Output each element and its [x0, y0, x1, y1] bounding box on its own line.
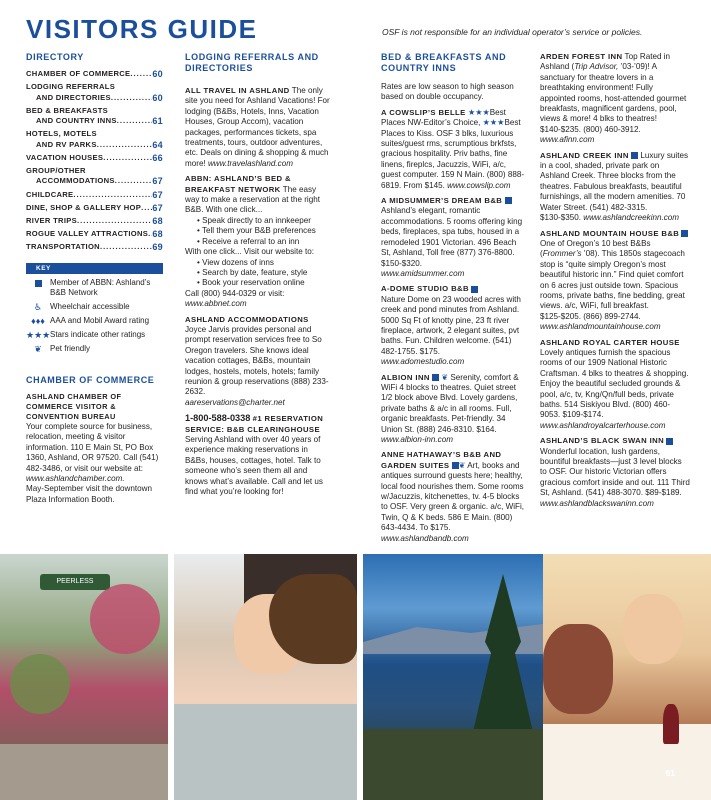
sidewalk [0, 744, 168, 800]
abbn-member-icon [631, 152, 638, 159]
directory-item-label: RIVER TRIPS [26, 215, 77, 225]
abbn-bullet-list [185, 258, 332, 289]
photo-street-flowers [0, 554, 168, 800]
key-item [26, 302, 163, 313]
listing-email-link[interactable]: aareservations@charter.net [185, 397, 285, 407]
stars-icon: ★★★ [26, 330, 51, 341]
flower-basket [90, 584, 160, 654]
column-bnb [381, 52, 527, 549]
abbn-member-icon [681, 230, 688, 237]
diner [543, 624, 613, 714]
listing-name: ALBION INN [381, 372, 430, 382]
listing-rating: Best Places NW-Editor’s Choice, [381, 107, 506, 128]
listing-website-link[interactable]: www.ashlandcreekinn.com [583, 213, 680, 223]
listing-text: Ashland’s elegant, romantic accommodations. 5 rooms offering king beds, fireplaces, spa tubs, housed in a remodeled 1901 Victorian. 496 Beach St, Ashland, Toll free (877) 376-8800. $150-$320. [381, 206, 523, 268]
directory-list [26, 69, 163, 252]
stars-icon: ★★★ [467, 107, 490, 117]
listing-carter [540, 338, 690, 432]
abbn-member-icon [471, 286, 478, 293]
listing-website-link[interactable]: www.ashlandroyalcarterhouse.com [540, 420, 666, 430]
listing-creek [540, 151, 690, 224]
directory-item-page: 60 [152, 69, 163, 79]
directory-item-label: TRANSPORTATION [26, 241, 100, 251]
listing-name: A-DOME STUDIO B&B [381, 284, 469, 294]
directory-item-label: DINE, SHOP & GALLERY HOP [26, 202, 142, 212]
listing-name: ALL TRAVEL IN ASHLAND [185, 86, 290, 95]
listing-text: The only site you need for Ashland Vacations! For lodging (B&Bs, Hotels, Inns, Vacation Houses, Group Accom), vacation packages, performances tickets, spa treatments, tours, outdoor adventures, etc. Deals on dining & shopping & much more! [185, 86, 330, 168]
column-directory [26, 52, 163, 505]
paw-icon: ❦ [441, 372, 449, 382]
wine-glass [663, 704, 679, 744]
column-lodging [185, 52, 332, 502]
leader-dots [111, 93, 153, 104]
directory-item-page: 69 [152, 241, 163, 252]
listing-website-link[interactable]: www.travelashland.com [207, 158, 293, 168]
listing-name: #1 RESERVATION SERVICE: B&B CLEARINGHOUSE [185, 414, 324, 434]
photo-strip [0, 554, 711, 800]
listing-website-link[interactable]: www.cowslip.com [447, 180, 511, 190]
listing-website-link[interactable]: www.ashlandmountainhouse.com [540, 322, 661, 332]
listing-text: OSF 3 blks, luxurious suites/guest rms, scrumptious brkfsts, gracious hospitality. Priv baths, fine linens, fireplcs, Jacuzzis, WiFi, a/c, guest computer. 159 N Main. (800) 888-6819. From $145. [381, 128, 525, 190]
foreground-trees [363, 729, 543, 800]
listing-text: Art, books and antiques surround guests here; healthy, local food nourishes them. Some rooms w/Jacuzzis, kitchenettes, tv. 4-5 blocks to OSF. Very green & organic. a/c, WiFi, Twin, Q & K beds. 586 E Main. (800) 643-4434. To $175. [381, 460, 525, 533]
listing-text: Serenity, comfort & WiFi 4 blocks to theatres. Quiet street 1/2 block above Blvd. Lovely gardens, private baths & a/c in all rooms. Full, organic breakfasts. Pet-friendly. 34 Union St. (888) 246-8310. $164. [381, 372, 519, 434]
abbn-bullet-list [185, 216, 332, 247]
directory-item[interactable] [26, 129, 163, 150]
directory-item-page: 67 [152, 189, 163, 200]
key-list [26, 278, 163, 355]
directory-item[interactable] [26, 216, 163, 227]
stars-icon: ★★★ [482, 118, 505, 128]
key-item [26, 316, 163, 327]
leader-dots [115, 176, 153, 187]
key-box [26, 263, 163, 355]
listing-name: ARDEN FOREST INN [540, 52, 623, 61]
listing-adome [381, 284, 527, 367]
listing-text: With one click... Visit our website to: [185, 247, 314, 257]
flower-basket [10, 654, 70, 714]
listing-mountain [540, 229, 690, 333]
listing-ashland-accommodations [185, 315, 332, 409]
directory-item-page: 64 [152, 139, 163, 150]
chamber-note: May-September visit the downtown Plaza Information Booth. [26, 484, 152, 504]
key-item-label: Pet friendly [50, 344, 91, 354]
directory-item-label: ACCOMMODATIONS [36, 176, 115, 186]
chamber-text: Your complete source for business, relocation, meeting & visitor information. 110 E Main St, PO Box 1360, Ashland, OR 97520. Call (541) 482-3486, or visit our website at: [26, 421, 159, 473]
face [623, 594, 683, 664]
listing-website-link[interactable]: www.ashlandblackswaninn.com [540, 498, 654, 508]
listing-website-link[interactable]: www.adomestudio.com [381, 357, 465, 367]
directory-item-page: 61 [152, 116, 163, 127]
directory-heading: DIRECTORY [26, 52, 84, 62]
photo-crater-lake [363, 554, 543, 800]
leader-dots [141, 203, 152, 214]
listing-citation: Trip Advisor, [574, 62, 619, 72]
directory-item-label: CHAMBER OF COMMERCE [26, 69, 131, 78]
leader-dots [73, 190, 152, 201]
leader-dots [117, 116, 153, 127]
bullet-item: • Speak directly to an innkeeper [197, 216, 332, 226]
table [543, 724, 711, 800]
listing-name: ASHLAND ROYAL CARTER HOUSE [540, 337, 680, 347]
abbn-member-icon [666, 438, 673, 445]
listing-name: ASHLAND MOUNTAIN HOUSE B&B [540, 228, 680, 238]
listing-name: ASHLAND CREEK INN [540, 150, 629, 160]
directory-item-page: 66 [152, 152, 163, 163]
square-icon [26, 278, 50, 289]
key-item [26, 344, 163, 355]
listing-text: ’08). This 1850s stagecoach stop is “quite simply Oregon’s most beautiful historic inn.” Find quiet comfort on 6 acres just outside town. Spacious rooms, private baths, fine bedding, great views. a/c, WiFi, full breakfast. $125-$205. (866) 899-2744. [540, 249, 685, 321]
listing-rating: Best Places to Kiss. [381, 118, 521, 138]
directory-item[interactable] [26, 69, 163, 80]
listing-text: The easy way to make a reservation at the right B&B. With one click... [185, 184, 320, 215]
paw-icon: ❦ [458, 460, 466, 470]
directory-item[interactable] [26, 190, 163, 201]
directory-item[interactable] [26, 203, 163, 214]
listing-citation: Frommer’s [542, 249, 582, 259]
leader-dots [97, 140, 153, 151]
directory-item[interactable] [26, 242, 163, 253]
abbn-member-icon [452, 462, 459, 469]
listing-text: Wonderful location, lush gardens, bountiful breakfasts—just 3 level blocks to OSF. Our historic Victorian offers gracious comfort inside and out. 111 Third St, Ashland. (541) 488-3070. $89-$189. [540, 446, 690, 498]
directory-item[interactable] [26, 166, 163, 187]
directory-item-page: 68 [152, 228, 163, 239]
chamber-section [26, 375, 163, 505]
bnb-heading: BED & BREAKFASTS AND COUNTRY INNS [381, 52, 507, 73]
listing-text: Luxury suites in a cool, shaded, private park on Ashland Creek. Three blocks from the theatres. Fabulous breakfasts, beautiful furnishings, all the modern amenities. 70 Water Street. (541) 482-3315. $130-$350. [540, 150, 688, 223]
directory-item-label: BED & BREAKFASTS [26, 105, 109, 115]
key-item-label: Stars indicate other ratings [50, 330, 146, 340]
key-item-label: Wheelchair accessible [50, 302, 130, 312]
listing-website-link[interactable]: www.afinn.com [540, 135, 595, 145]
directory-item-label: GROUP/OTHER [26, 165, 86, 175]
listing-all-travel [185, 86, 332, 169]
directory-item[interactable] [26, 106, 163, 127]
directory-item[interactable] [26, 82, 163, 103]
bullet-item: • Receive a referral to an inn [197, 237, 332, 247]
key-item-label: AAA and Mobil Award rating [50, 316, 150, 326]
key-item-label: Member of ABBN: Ashland’s B&B Network [50, 277, 151, 298]
listing-text: Nature Dome on 23 wooded acres with creek and pond minutes from Ashland. 5000 Sq Ft of knotty pine, 23 ft river fireplace, artwork, 2 elegant suites, pvt baths. Fun. Children welcome. (541) 482-1755. $175. [381, 294, 521, 356]
leader-dots [103, 153, 152, 164]
disclaimer: OSF is not responsible for an individual operator’s service or policies. [382, 27, 643, 37]
leader-dots [77, 216, 152, 227]
listing-abbn [185, 174, 332, 309]
directory-item-label: HOTELS, MOTELS [26, 129, 97, 139]
counter [174, 704, 357, 800]
directory-item-page: 60 [152, 92, 163, 103]
listing-phone: 1-800-588-0338 [185, 413, 251, 424]
listing-name: ASHLAND’S BLACK SWAN INN [540, 436, 665, 446]
listing-website-link[interactable]: www.ashlandbandb.com [381, 533, 469, 543]
bullet-item: • Tell them your B&B preferences [197, 226, 332, 236]
listing-text: Joyce Jarvis provides personal and prompt reservation services free to So Oregon travelers. She knows ideal vacation cottages, B&Bs, mountain lodges, hostels, motels, hotels; family reunion & group reservations (888) 233-2632. [185, 324, 329, 397]
listing-clearinghouse [185, 413, 332, 497]
wheelchair-icon: ♿ [33, 302, 43, 313]
key-item [26, 330, 163, 341]
chamber-website-link[interactable]: www.ashlandchamber.com. [26, 473, 125, 483]
listing-text: Top Rated in Ashland ( [540, 52, 670, 72]
listing-black-swan [540, 436, 690, 509]
listing-albion [381, 373, 527, 446]
bnb-intro: Rates are low season to high season based on double occupancy. [381, 82, 514, 102]
key-item [26, 278, 163, 299]
bullet-item: • View dozens of inns [197, 258, 332, 268]
chamber-name: ASHLAND CHAMBER OF COMMERCE VISITOR & CONVENTION BUREAU [26, 391, 122, 421]
directory-item-page: 67 [152, 202, 163, 213]
page-title: VISITORS GUIDE [26, 14, 258, 44]
shop-sign: PEERLESS [40, 574, 110, 590]
listing-midsummer [381, 196, 527, 279]
directory-item-label: AND RV PARKS [36, 139, 97, 149]
directory-item-label: VACATION HOUSES [26, 152, 104, 162]
leader-dots [100, 242, 152, 253]
directory-item[interactable] [26, 153, 163, 164]
directory-item-label: ROGUE VALLEY ATTRACTIONS [26, 228, 149, 238]
listing-text: One of Oregon’s 10 best B&Bs ( [540, 238, 651, 259]
leader-dots [130, 69, 152, 80]
listing-name: A MIDSUMMER’S DREAM B&B [381, 196, 503, 206]
bullet-item: • Book your reservation online [197, 278, 332, 288]
lodging-heading: LODGING REFERRALS AND DIRECTORIES [185, 52, 319, 73]
listing-name: ABBN: ASHLAND’S BED & BREAKFAST NETWORK [185, 174, 291, 194]
key-header: KEY [26, 263, 163, 274]
listing-name: ASHLAND ACCOMMODATIONS [185, 314, 309, 324]
listing-website-link[interactable]: www.albion-inn.com [381, 435, 453, 444]
paw-icon: ❦ [34, 344, 42, 355]
listing-text: Serving Ashland with over 40 years of experience making reservations in B&Bs, houses, cottages, hotel. Talk to someone who’s seen them all and knows what’s available. Call and let us find what you’re looking for! [185, 435, 323, 497]
directory-item-label: CHILDCARE [26, 189, 74, 199]
photo-girls-ice-cream [174, 554, 357, 800]
listing-website-link[interactable]: www.amidsummer.com [381, 268, 465, 278]
photo-dining [543, 554, 711, 800]
listing-arden [540, 52, 690, 146]
directory-item-label: LODGING REFERRALS [26, 82, 116, 92]
directory-item-page: 68 [152, 215, 163, 226]
listing-cowslip [381, 108, 527, 191]
chamber-heading: CHAMBER OF COMMERCE [26, 374, 155, 385]
listing-text: Lovely antiques furnish the spacious rooms of our 1909 National Historic Craftsman. 4 blks to theatres & shopping. Enjoy the beautiful secluded grounds & pool, a/c, tv, Kng/Qn/full beds, private baths. 514 Siskiyou Blvd. (800) 460-9053. $109-$174. [540, 347, 689, 420]
column-bnb-continued [540, 52, 690, 514]
page-number: 61 [665, 768, 675, 778]
directory-item[interactable] [26, 229, 163, 240]
abbn-member-icon [505, 197, 512, 204]
listing-name: A COWSLIP’S BELLE [381, 107, 466, 117]
listing-hathaway [381, 450, 527, 544]
listing-website-link[interactable]: www.abbnet.com [185, 299, 247, 309]
directory-item-label: AND DIRECTORIES [36, 92, 111, 102]
bullet-item: • Search by date, feature, style [197, 268, 332, 278]
directory-item-label: AND COUNTRY INNS [36, 116, 117, 126]
listing-name: ANNE HATHAWAY’S B&B AND GARDEN SUITES [381, 450, 502, 470]
listing-text: ’03-’09)! A sanctuary for theatre lovers in a breathtaking environment! Fully appointed rooms, host-attended gourmet breakfasts, magnificent gardens, pool, views & more! 4 blks to theatres! $140-$235. (800) 460-3912. [540, 62, 687, 134]
abbn-member-icon [432, 374, 439, 381]
directory-item-page: 67 [152, 176, 163, 187]
listing-text: Call (800) 944-0329 or visit: [185, 288, 285, 298]
diamonds-icon: ♦♦♦ [31, 316, 45, 327]
